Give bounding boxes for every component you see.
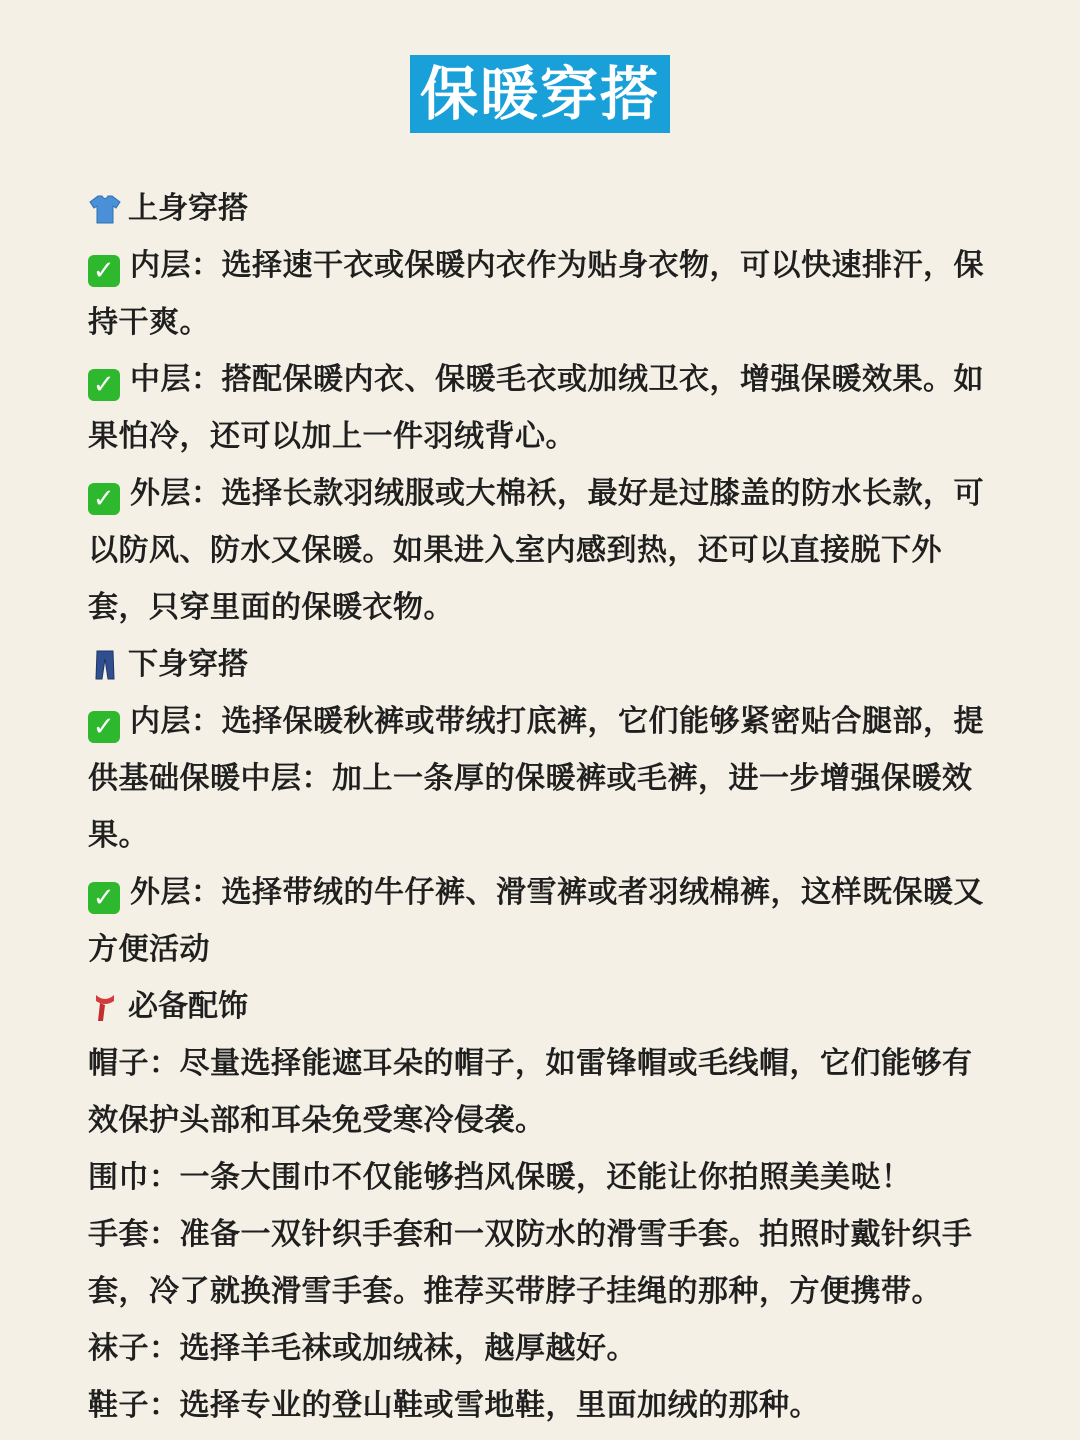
list-item	[88, 237, 998, 351]
content	[88, 180, 998, 1434]
list-item	[88, 864, 998, 978]
item-text: 内层：选择保暖秋裤或带绒打底裤，它们能够紧密贴合腿部，提供基础保暖中层：加上一条厚的保暖裤或毛裤，进一步增强保暖效果。	[88, 704, 984, 853]
jeans-icon	[88, 649, 122, 681]
scarf-icon	[88, 991, 122, 1023]
section-heading-label: 下身穿搭	[128, 647, 248, 682]
check-mark-icon: ✓	[88, 882, 120, 914]
accessory-line: 围巾：一条大围巾不仅能够挡风保暖，还能让你拍照美美哒！	[88, 1160, 912, 1195]
shirt-icon	[88, 193, 122, 225]
check-mark-icon: ✓	[88, 369, 120, 401]
section-heading-label: 上身穿搭	[128, 191, 248, 226]
check-mark-icon: ✓	[88, 255, 120, 287]
section-heading-upper	[88, 180, 998, 237]
check-mark-icon: ✓	[88, 711, 120, 743]
accessory-line: 手套：准备一双针织手套和一双防水的滑雪手套。拍照时戴针织手套，冷了就换滑雪手套。推荐买带脖子挂绳的那种，方便携带。	[88, 1217, 973, 1309]
section-heading-lower	[88, 636, 998, 693]
accessory-line: 鞋子：选择专业的登山鞋或雪地鞋，里面加绒的那种。	[88, 1388, 820, 1423]
section-heading-label: 必备配饰	[128, 989, 248, 1024]
item-text: 外层：选择带绒的牛仔裤、滑雪裤或者羽绒棉裤，这样既保暖又方便活动	[88, 875, 984, 967]
title-banner	[0, 55, 1080, 133]
check-mark-icon: ✓	[88, 483, 120, 515]
item-text: 内层：选择速干衣或保暖内衣作为贴身衣物，可以快速排汗，保持干爽。	[88, 248, 984, 340]
list-item	[88, 351, 998, 465]
item-text: 外层：选择长款羽绒服或大棉袄，最好是过膝盖的防水长款，可以防风、防水又保暖。如果进入室内感到热，还可以直接脱下外套，只穿里面的保暖衣物。	[88, 476, 984, 625]
page-title: 保暖穿搭	[410, 55, 670, 133]
accessory-line: 帽子：尽量选择能遮耳朵的帽子，如雷锋帽或毛线帽，它们能够有效保护头部和耳朵免受寒冷侵袭。	[88, 1046, 973, 1138]
section-heading-accessories	[88, 978, 998, 1035]
item-text: 中层：搭配保暖内衣、保暖毛衣或加绒卫衣，增强保暖效果。如果怕冷，还可以加上一件羽绒背心。	[88, 362, 984, 454]
list-item	[88, 693, 998, 864]
accessory-line: 袜子：选择羊毛袜或加绒袜，越厚越好。	[88, 1331, 637, 1366]
list-item	[88, 465, 998, 636]
